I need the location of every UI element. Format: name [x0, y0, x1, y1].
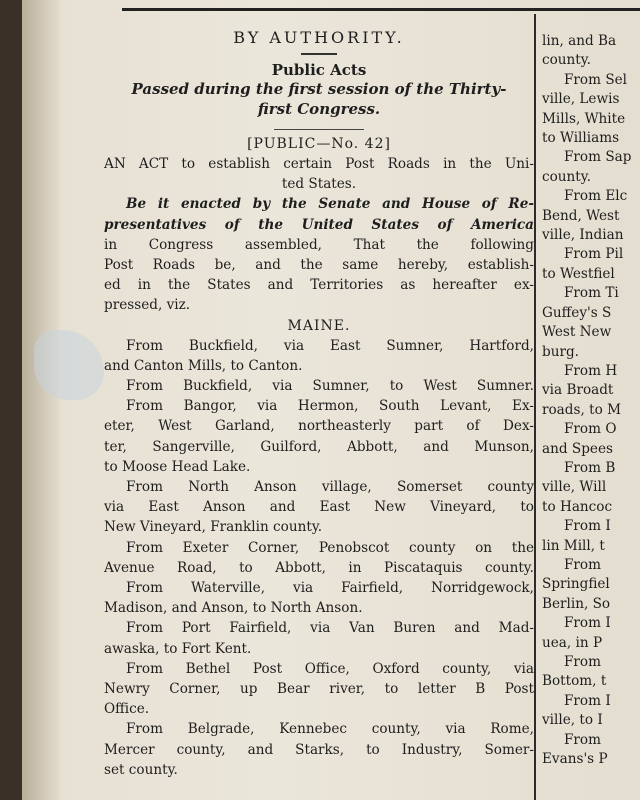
right-line: roads, to M: [542, 401, 621, 418]
route-list: [104, 336, 534, 780]
enact-line: Be it enacted by the Senate and House of Re-: [126, 196, 534, 213]
right-line: From Sap: [564, 149, 632, 166]
route-line: From Bangor, via Hermon, South Levant, Ex-: [126, 398, 534, 415]
route-line: Mercer county, and Starks, to Industry, Somer-: [104, 741, 534, 758]
right-line: From Pil: [564, 246, 624, 263]
right-line: lin, and Ba: [542, 33, 617, 49]
main-column: [104, 28, 534, 780]
state-heading: MAINE.: [287, 317, 351, 334]
act-title-line: ted States.: [281, 176, 357, 193]
right-line: uea, in P: [542, 634, 603, 651]
subtitle-line: first Congress.: [257, 100, 381, 118]
right-line: From H: [564, 362, 618, 379]
route-line: From Belgrade, Kennebec county, via Rome,: [126, 721, 534, 738]
acts-subtitle: [104, 79, 534, 119]
route-line: ter, Sangerville, Guilford, Abbott, and Munson,: [104, 438, 534, 455]
route-line: Newry Corner, up Bear river, to letter B Post: [104, 681, 534, 698]
top-rule: [122, 8, 640, 11]
subtitle-line: Passed during the first session of the Thirty-: [131, 80, 507, 98]
right-column: [542, 32, 640, 769]
column-divider: [534, 14, 536, 800]
right-line: ville, Indian: [542, 227, 624, 244]
right-line: From Sel: [564, 71, 628, 88]
right-line: From I: [564, 518, 611, 535]
right-line: From O: [564, 421, 617, 438]
public-number: [PUBLIC—No. 42]: [247, 136, 391, 152]
newspaper-page: [22, 0, 640, 800]
route-line: Avenue Road, to Abbott, in Piscataquis county.: [104, 559, 534, 576]
enacting-clause: [104, 194, 534, 315]
route-line: From North Anson village, Somerset county: [126, 479, 534, 496]
enact-line: pressed, viz.: [104, 297, 191, 314]
act-title: [104, 154, 534, 194]
right-line: to Westfiel: [542, 265, 615, 282]
right-line: Bottom, t: [542, 673, 607, 690]
right-line: From: [564, 556, 602, 573]
section-heading: BY AUTHORITY.: [233, 28, 405, 47]
right-line: burg.: [542, 343, 579, 360]
right-line: ville, Lewis: [542, 91, 620, 108]
enact-line: ed in the States and Territories as hereafter ex-: [104, 277, 534, 294]
right-line: county.: [542, 168, 591, 185]
right-line: ville, Will: [542, 479, 607, 496]
right-line: Guffey's S: [542, 304, 612, 321]
route-line: From Buckfield, via East Sumner, Hartford,: [126, 337, 534, 354]
route-line: eter, West Garland, northeasterly part of Dex-: [104, 418, 534, 435]
right-line: From: [564, 654, 602, 670]
route-line: Office.: [104, 701, 150, 718]
right-line: to Williams: [542, 130, 620, 147]
route-line: From Port Fairfield, via Van Buren and Mad-: [126, 620, 534, 637]
heading-rule: [301, 53, 337, 55]
route-line: to Moose Head Lake.: [104, 458, 251, 475]
right-line: and Spees: [542, 440, 613, 457]
right-line: West New: [542, 324, 612, 341]
right-line: to Hancoc: [542, 498, 613, 515]
right-line: Bend, West: [542, 207, 620, 224]
right-line: From I: [564, 615, 611, 632]
divider-rule: [274, 129, 364, 130]
route-line: From Buckfield, via Sumner, to West Sumner.: [126, 378, 534, 395]
right-line: From Elc: [564, 188, 628, 205]
paper-tear: [34, 330, 104, 400]
right-line: Berlin, So: [542, 595, 611, 612]
right-line: ville, to I: [542, 712, 603, 729]
right-line: Springfiel: [542, 576, 610, 593]
route-line: Madison, and Anson, to North Anson.: [104, 600, 363, 617]
enact-line: presentatives of the United States of America: [104, 216, 534, 233]
acts-title: Public Acts: [271, 61, 367, 79]
route-line: From Waterville, via Fairfield, Norridgewock,: [126, 580, 534, 597]
right-line: From B: [564, 459, 616, 476]
right-line: county.: [542, 52, 591, 69]
right-line: Evans's P: [542, 751, 608, 768]
right-line: lin Mill, t: [542, 537, 605, 554]
route-line: From Exeter Corner, Penobscot county on the: [126, 539, 534, 556]
enact-line: Post Roads be, and the same hereby, establish-: [104, 257, 534, 274]
route-line: New Vineyard, Franklin county.: [104, 519, 323, 536]
route-line: and Canton Mills, to Canton.: [104, 357, 303, 374]
right-line: Mills, White: [542, 110, 626, 127]
route-line: via East Anson and East New Vineyard, to: [104, 499, 534, 516]
route-line: set county.: [104, 761, 178, 778]
paper-edge: [22, 0, 62, 800]
enact-line: in Congress assembled, That the following: [104, 236, 534, 253]
right-line: From I: [564, 692, 611, 709]
right-line: via Broadt: [542, 382, 614, 399]
act-title-line: AN ACT to establish certain Post Roads in the Uni-: [104, 156, 534, 172]
route-line: From Bethel Post Office, Oxford county, via: [126, 660, 534, 677]
route-line: awaska, to Fort Kent.: [104, 640, 252, 657]
right-line: From: [564, 731, 602, 748]
right-line: From Ti: [564, 285, 619, 302]
